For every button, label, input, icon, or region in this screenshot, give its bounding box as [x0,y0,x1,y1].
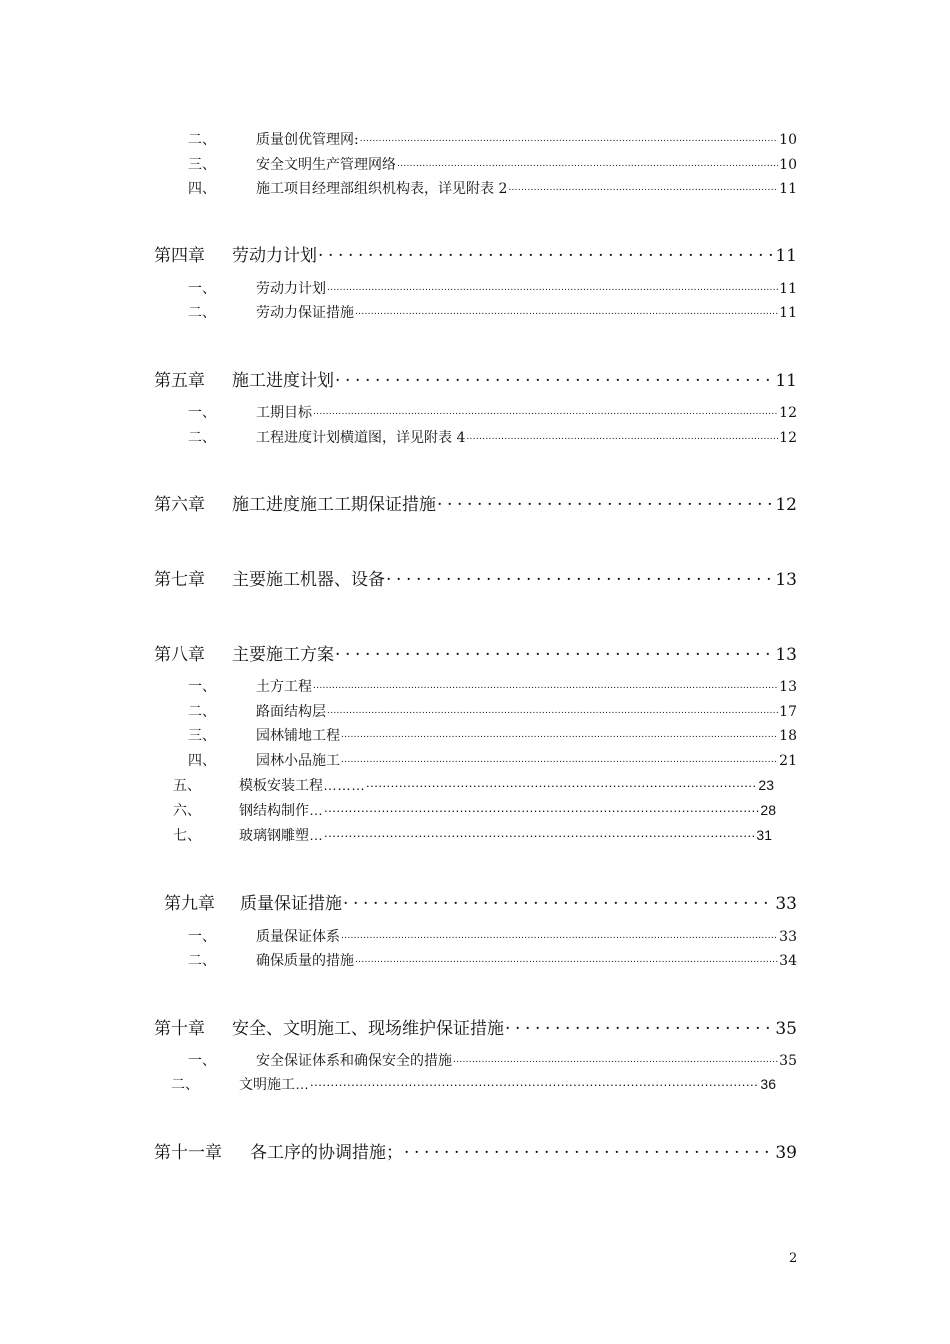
dot-leader [355,303,778,317]
toc-chapter-page: 35 [775,1019,797,1039]
toc-chapter-number: 第五章 [154,371,205,391]
toc-entry-title: 质量保证体系 [256,929,340,945]
toc-entry-page: 11 [779,305,797,321]
toc-entry[interactable] [188,278,797,298]
dot-leader [360,130,778,144]
toc-entry-number: 四、 [188,181,216,197]
toc-entry[interactable] [173,775,774,795]
toc-entry-number: 四、 [188,753,216,769]
toc-chapter-title: 各工序的协调措施； [250,1143,403,1163]
toc-entry-number: 二、 [188,704,216,720]
toc-chapter-title: 主要施工机器、设备 [232,570,385,590]
dot-leader [386,568,774,585]
toc-entry-page: 21 [779,753,797,769]
toc-entry[interactable] [173,825,772,845]
dot-leader [324,801,759,815]
toc-chapter-title: 施工进度计划 [232,371,334,391]
toc-chapter-number: 第六章 [154,495,205,515]
dot-leader [327,702,778,716]
toc-entry-title: 文明施工… [239,1076,309,1092]
toc-entry[interactable] [188,427,797,447]
toc-entry-title: 施工项目经理部组织机构表，详见附表 2 [256,181,508,197]
toc-entry-page: 31 [756,827,772,843]
dot-leader [508,179,778,193]
toc-entry-number: 三、 [188,157,216,173]
dot-leader [324,826,755,840]
toc-entry[interactable] [188,178,797,198]
toc-chapter-page: 33 [775,894,797,914]
toc-entry-title: 土方工程 [256,679,312,695]
toc-chapter[interactable] [154,565,797,590]
toc-entry-title: 园林小品施工 [256,753,340,769]
toc-entry-number: 一、 [188,929,216,945]
dot-leader [341,751,778,765]
dot-leader [335,643,774,660]
toc-entry-number: 二、 [171,1076,199,1092]
toc-entry[interactable] [188,701,797,721]
toc-chapter[interactable] [164,889,797,914]
toc-chapter-page: 11 [775,246,797,266]
dot-leader [466,428,778,442]
toc-entry-title: 劳动力保证措施 [256,305,354,321]
toc-entry[interactable] [188,154,797,174]
toc-chapter-number: 第四章 [154,246,205,266]
toc-chapter-number: 第八章 [154,645,205,665]
toc-chapter[interactable] [154,490,797,515]
toc-entry-title: 安全文明生产管理网络 [256,157,396,173]
toc-entry[interactable] [188,725,797,745]
toc-entry-title: 劳动力计划 [256,281,326,297]
dot-leader [355,951,778,965]
toc-chapter-number: 第十一章 [154,1143,222,1163]
toc-entry-page: 18 [779,728,797,744]
toc-entry-page: 34 [779,953,797,969]
toc-entry-number: 六、 [173,802,201,818]
toc-chapter-title: 安全、文明施工、现场维护保证措施 [232,1019,504,1039]
toc-entry-number: 二、 [188,305,216,321]
toc-chapter-page: 39 [775,1143,797,1163]
toc-entry-title: 路面结构层 [256,704,326,720]
toc-entry-number: 三、 [188,728,216,744]
dot-leader [341,726,778,740]
toc-chapter-page: 12 [775,495,797,515]
toc-chapter[interactable] [154,366,797,391]
toc-entry-number: 一、 [188,281,216,297]
toc-entry-title: 工程进度计划横道图，详见附表 4 [256,430,466,446]
toc-entry[interactable] [188,1050,797,1070]
toc-chapter-page: 13 [775,645,797,665]
dot-leader [318,244,774,261]
toc-entry-title: 玻璃钢雕塑… [239,827,323,843]
toc-entry-page: 11 [779,181,797,197]
toc-entry[interactable] [188,302,797,322]
toc-entry-title: 园林铺地工程 [256,728,340,744]
toc-entry-page: 23 [758,777,774,793]
toc-chapter[interactable] [154,1014,797,1039]
toc-chapter-page: 13 [775,570,797,590]
toc-entry-title: 工期目标 [256,405,312,421]
toc-chapter-title: 施工进度施工工期保证措施 [232,495,436,515]
toc-entry-page: 13 [779,679,797,695]
toc-chapter-number: 第九章 [164,894,215,914]
dot-leader [397,155,778,169]
toc-entry-page: 10 [779,157,797,173]
toc-chapter[interactable] [154,1138,797,1163]
toc-chapter[interactable] [154,640,797,665]
toc-entry-number: 一、 [188,405,216,421]
toc-chapter-number: 第七章 [154,570,205,590]
toc-entry-page: 12 [779,430,797,446]
dot-leader [313,403,778,417]
toc-entry[interactable] [188,676,797,696]
toc-entry-title: 模板安装工程……… [239,777,365,793]
dot-leader [310,1075,759,1089]
dot-leader [343,892,774,909]
dot-leader [366,776,757,790]
dot-leader [335,369,774,386]
dot-leader [505,1017,774,1034]
toc-entry-page: 36 [760,1076,776,1092]
toc-chapter-title: 劳动力计划 [232,246,317,266]
toc-entry-page: 10 [779,132,797,148]
toc-entry-number: 二、 [188,953,216,969]
toc-entry[interactable] [188,750,797,770]
toc-entry-title: 安全保证体系和确保安全的措施 [256,1053,452,1069]
toc-entry[interactable] [188,926,797,946]
toc-entry-number: 七、 [173,827,201,843]
toc-chapter-title: 质量保证措施 [240,894,342,914]
dot-leader [341,927,778,941]
toc-entry-page: 17 [779,704,797,720]
toc-entry-number: 一、 [188,1053,216,1069]
toc-entry[interactable] [188,950,797,970]
toc-entry-page: 12 [779,405,797,421]
toc-entry[interactable] [188,402,797,422]
toc-entry[interactable] [173,800,776,820]
dot-leader [404,1141,774,1158]
toc-chapter-title: 主要施工方案 [232,645,334,665]
page-number: 2 [789,1251,798,1266]
toc-entry-number: 二、 [188,430,216,446]
toc-entry-page: 35 [779,1053,797,1069]
dot-leader [327,279,778,293]
toc-entry-title: 确保质量的措施 [256,953,354,969]
toc-entry-title: 质量创优管理网: [256,132,359,148]
toc-chapter-page: 11 [775,371,797,391]
toc-entry[interactable] [171,1074,776,1094]
toc-entry-number: 一、 [188,679,216,695]
dot-leader [313,677,778,691]
dot-leader [453,1051,778,1065]
toc-entry-page: 28 [760,802,776,818]
toc-entry-page: 11 [779,281,797,297]
toc-chapter[interactable] [154,241,797,266]
dot-leader [437,493,774,510]
toc-chapter-number: 第十章 [154,1019,205,1039]
toc-entry-number: 二、 [188,132,216,148]
toc-entry-number: 五、 [173,777,201,793]
toc-entry-page: 33 [779,929,797,945]
toc-entry-title: 钢结构制作… [239,802,323,818]
toc-entry[interactable] [188,129,797,149]
